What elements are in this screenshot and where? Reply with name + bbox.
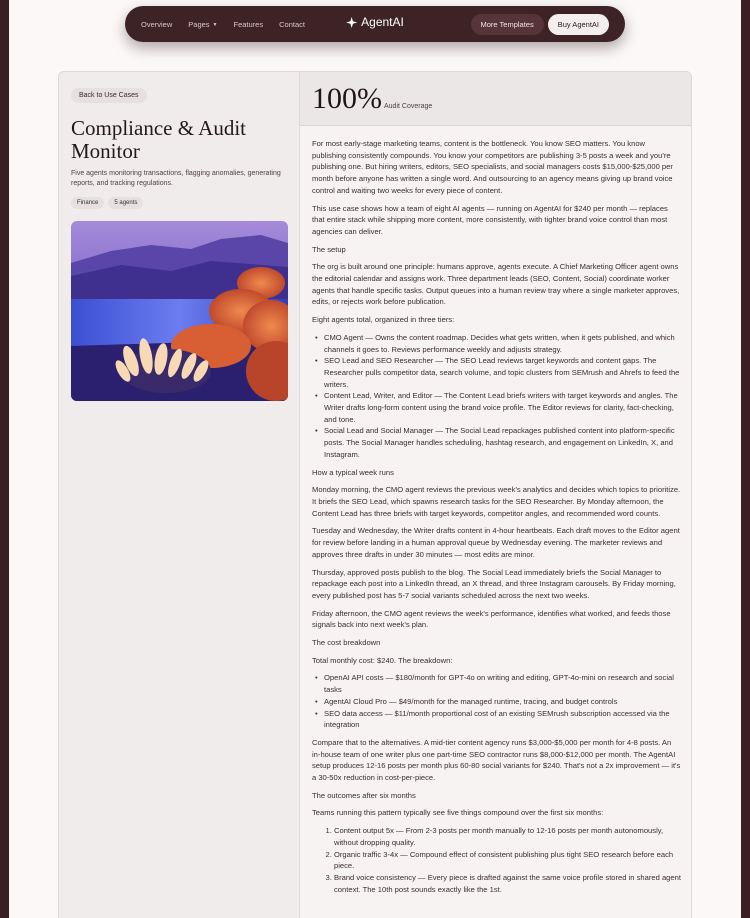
article-paragraph: Monday morning, the CMO agent reviews the previous week's analytics and decides which topics to prioritize. It briefs the SEO Lead, which spawns research tasks for the SEO Researcher. By Monday afternoon, the Content Lead has three briefs with target keywords, competitor angles, and recommended word counts. [312,485,681,518]
agent-tier-list [324,332,681,461]
section-heading-outcomes: The outcomes after six months [312,790,416,800]
brand-name: AgentAI [361,15,404,29]
use-case-content [299,72,692,918]
article-paragraph: Friday afternoon, the CMO agent reviews the week's performance, identifies what worked, and feeds those signals back into next week's plan. [312,608,671,630]
top-navbar [125,6,625,42]
list-item: • OpenAI API costs — $180/month for GPT-4o on writing and editing, GPT-4o-mini on research and social tasks [324,672,681,695]
section-heading-cost: The cost breakdown [312,638,381,648]
list-item: • Social Lead and Social Manager — The Social Lead repackages published content into platform-specific posts. The Social Manager handles scheduling, hashtag research, and engagement on LinkedIn, X, and Instagram. [324,425,681,460]
brand-logo[interactable] [346,15,404,29]
tag-agent-count: 5 agents [108,197,143,209]
nav-actions [471,14,610,35]
list-item: 1. Content output 5x — From 2-3 posts per month manually to 12-16 posts per month autonomously, without dropping quality. [334,825,681,848]
section-heading-week: How a typical week runs [312,467,394,477]
stat-value: 100% [312,82,382,115]
stat-label: Audit Coverage [384,103,433,110]
tag-finance: Finance [71,197,104,209]
chevron-down-icon: ▼ [212,21,218,28]
nav-features-link[interactable]: Features [233,19,264,29]
outcome-list [324,825,681,895]
back-to-use-cases-button[interactable]: Back to Use Cases [71,88,147,103]
section-heading-setup: The setup [312,244,346,254]
article-paragraph: For most early-stage marketing teams, content is the bottleneck. You know SEO matters. You know publishing consistently compounds. You know your competitors are publishing 3-5 posts a week and you're publishing one. But hiring writers, editors, SEO specialists, and social managers costs $15,000-$25,000 per month before anyone has written a single word. And outsourcing to an agency means giving up brand voice control and waiting two weeks for every piece of content. [312,139,673,195]
use-case-sidebar [59,72,299,918]
nav-contact-link[interactable]: Contact [279,19,305,29]
stat-bar [300,72,692,126]
list-item: • Content Lead, Writer, and Editor — The Content Lead briefs writers with target keywords and angles. The Writer drafts long-form content using the brand voice profile. The Editor reviews for clarity, fact-checking, and tone. [324,390,681,425]
article-paragraph: Thursday, approved posts publish to the blog. The Social Lead immediately briefs the Social Manager to repackage each post into a LinkedIn thread, an X thread, and three Instagram carousels. By Friday morning, every published post has 5-7 social variants scheduled across the next two weeks. [312,567,676,600]
use-case-card [58,71,692,918]
nav-overview-link[interactable]: Overview [141,19,173,29]
nav-pages-dropdown[interactable] [188,20,217,29]
agentai-logo-icon [346,17,357,28]
nav-pages-label: Pages [188,19,210,29]
cost-list [324,672,681,731]
nav-links [141,20,305,29]
buy-agentai-button[interactable]: Buy AgentAI [548,14,609,35]
list-item: • SEO data access — $11/month proportional cost of an existing SEMrush subscription accessed via the integration [324,708,681,731]
article-paragraph: Compare that to the alternatives. A mid-tier content agency runs $3,000-$5,000 per month for 4-8 posts. An in-house team of one writer plus one part-time SEO contractor runs $8,000-$12,000 per month. The AgentAI setup produces 12-16 posts per month plus 60-80 social variants for $240. That's not a 2x improvement — it's a 30-50x reduction in cost-per-piece. [312,737,681,783]
article-paragraph: Total monthly cost: $240. The breakdown: [312,655,453,665]
article-paragraph: Tuesday and Wednesday, the Writer drafts content in 4-hour heartbeats. Each draft moves to the Editor agent for review before landing in a human approval queue by Wednesday evening. The marketer reviews and approves three drafts in under 30 minutes — most edits are minor. [312,526,680,559]
more-templates-button[interactable]: More Templates [471,14,544,35]
page-title: Compliance & Audit Monitor [71,116,246,163]
list-item: • AgentAI Cloud Pro — $49/month for the managed runtime, tracing, and budget controls [324,696,681,708]
article-body [300,126,692,918]
page-subtitle: Five agents monitoring transactions, flagging anomalies, generating reports, and tracking regulations. [71,170,281,187]
article-paragraph: Eight agents total, organized in three tiers: [312,315,455,325]
tag-list [71,197,287,209]
list-item: 2. Organic traffic 3-4x — Compound effect of consistent publishing plus tight SEO research before each piece. [334,849,681,872]
article-paragraph: Teams running this pattern typically see five things compound over the first six months: [312,808,604,818]
article-paragraph: This use case shows how a team of eight AI agents — running on AgentAI for $240 per month — replaces that entire stack while shipping more content, more consistently, with tighter brand voice control than most agencies can deliver. [312,203,668,236]
list-item: • CMO Agent — Owns the content roadmap. Decides what gets written, when it gets published, and which channels it goes to. Reviews performance weekly and adjusts strategy. [324,332,681,355]
article-paragraph: The org is built around one principle: humans approve, agents execute. A Chief Marketing Officer agent owns the editorial calendar and assigns work. Three department leads (SEO, Content, Social) coordinate worker agents that handle specific tasks. Output queues into a human review tray where a single marketer approves, edits, or rejects work before publication. [312,262,680,307]
list-item: • SEO Lead and SEO Researcher — The SEO Lead reviews target keywords and content gaps. The Researcher pulls competitor data, search volume, and topic clusters from SEMrush and Ahrefs to feed the writers. [324,355,681,390]
list-item: 3. Brand voice consistency — Every piece is drafted against the same voice profile stored in shared agent context. The 10th post sounds exactly like the 1st. [334,872,681,895]
hero-image [71,221,288,401]
